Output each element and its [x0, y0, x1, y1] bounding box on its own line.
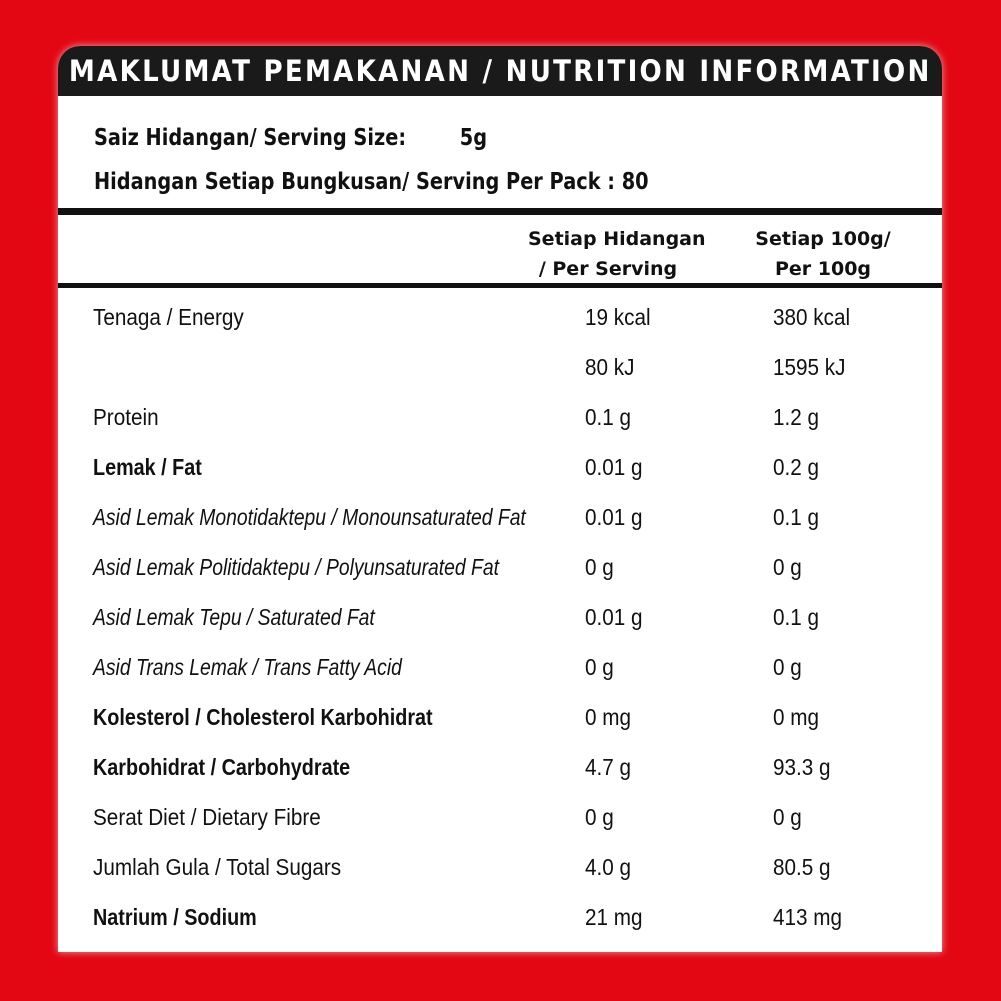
- nutrient-label: Asid Lemak Monotidaktepu / Monounsaturated Fat: [93, 504, 526, 530]
- per-100g-value: 0.1 g: [773, 604, 820, 630]
- per-100g-value: 80.5 g: [773, 854, 831, 880]
- serving-size-value: 5g: [459, 125, 488, 151]
- per-serving-value: 4.7 g: [585, 754, 632, 780]
- per-100g-value: 0 g: [773, 804, 802, 830]
- nutrient-row: [58, 644, 942, 694]
- nutrient-label: Asid Lemak Tepu / Saturated Fat: [93, 604, 375, 630]
- nutrient-row: [58, 544, 942, 594]
- nutrient-row: [58, 344, 942, 394]
- per-serving-value: 0 g: [585, 554, 614, 580]
- per-serving-value: 0.01 g: [585, 454, 643, 480]
- servings-per-pack-value: 80: [621, 169, 649, 195]
- per-serving-value: 80 kJ: [585, 354, 635, 380]
- nutrient-label: Jumlah Gula / Total Sugars: [93, 854, 342, 880]
- per-serving-value: 0.1 g: [585, 404, 632, 430]
- nutrient-label: Lemak / Fat: [93, 454, 202, 480]
- column-header-per-100g-line1: Setiap 100g/: [755, 228, 891, 250]
- per-100g-value: 93.3 g: [773, 754, 831, 780]
- divider-top: [58, 208, 942, 215]
- nutrient-row: [58, 294, 942, 344]
- serving-size-label: Saiz Hidangan/ Serving Size:: [94, 125, 407, 151]
- per-serving-value: 4.0 g: [585, 854, 632, 880]
- nutrient-label: Asid Trans Lemak / Trans Fatty Acid: [93, 654, 402, 680]
- nutrient-label: Serat Diet / Dietary Fibre: [93, 804, 321, 830]
- nutrient-row: [58, 694, 942, 744]
- per-100g-value: 0.1 g: [773, 504, 820, 530]
- per-serving-value: 19 kcal: [585, 304, 651, 330]
- nutrient-table: [58, 294, 942, 944]
- title-bar: [58, 46, 942, 96]
- serving-info: [94, 116, 649, 204]
- per-100g-value: 1595 kJ: [773, 354, 846, 380]
- column-header-per-100g-line2: Per 100g: [774, 258, 872, 280]
- column-header-per-100g: [748, 224, 898, 284]
- nutrient-row: [58, 794, 942, 844]
- nutrient-row: [58, 394, 942, 444]
- column-header-per-serving: [528, 224, 706, 284]
- serving-size-line: [94, 116, 649, 160]
- divider-header: [58, 283, 942, 288]
- nutrient-row: [58, 844, 942, 894]
- per-serving-value: 0.01 g: [585, 604, 643, 630]
- servings-per-pack-line: [94, 160, 649, 204]
- per-100g-value: 0 g: [773, 554, 802, 580]
- per-serving-value: 0 g: [585, 804, 614, 830]
- nutrient-row: [58, 744, 942, 794]
- nutrient-row: [58, 494, 942, 544]
- per-100g-value: 413 mg: [773, 904, 843, 930]
- nutrient-row: [58, 894, 942, 944]
- nutrition-title: MAKLUMAT PEMAKANAN / NUTRITION INFORMATION: [68, 54, 932, 88]
- nutrient-label: Natrium / Sodium: [93, 904, 257, 930]
- nutrient-label: Asid Lemak Politidaktepu / Polyunsaturated Fat: [93, 554, 499, 580]
- per-serving-value: 0.01 g: [585, 504, 643, 530]
- per-serving-value: 21 mg: [585, 904, 643, 930]
- per-100g-value: 0 mg: [773, 704, 820, 730]
- per-100g-value: 0.2 g: [773, 454, 820, 480]
- column-header-per-serving-line2: / Per Serving: [538, 258, 678, 280]
- column-header-per-serving-line1: Setiap Hidangan: [528, 228, 706, 250]
- nutrient-label: Protein: [93, 404, 159, 430]
- nutrition-panel: [58, 46, 942, 952]
- nutrient-label: Tenaga / Energy: [93, 304, 244, 330]
- per-serving-value: 0 mg: [585, 704, 632, 730]
- per-100g-value: 380 kcal: [773, 304, 851, 330]
- nutrient-label: Kolesterol / Cholesterol Karbohidrat: [93, 704, 433, 730]
- nutrient-row: [58, 444, 942, 494]
- per-100g-value: 1.2 g: [773, 404, 820, 430]
- nutrient-label: Karbohidrat / Carbohydrate: [93, 754, 351, 780]
- nutrient-row: [58, 594, 942, 644]
- per-100g-value: 0 g: [773, 654, 802, 680]
- servings-per-pack-label: Hidangan Setiap Bungkusan/ Serving Per Pack :: [94, 169, 615, 195]
- per-serving-value: 0 g: [585, 654, 614, 680]
